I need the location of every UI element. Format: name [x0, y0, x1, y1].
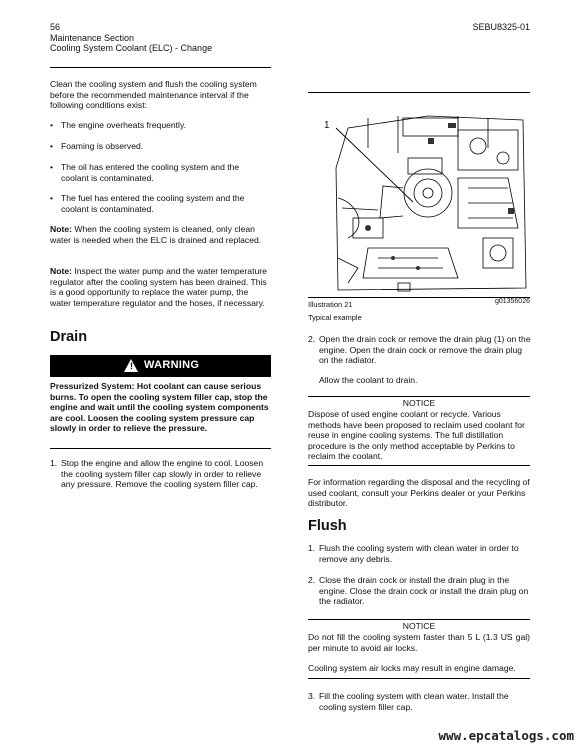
- note-text: Inspect the water pump and the water temperature regulator after the cooling system has been drained. This is a good opportunity to replace the water pump, the water temperature regulator and the hoses, if necessary.: [50, 266, 267, 308]
- warning-banner: [50, 355, 271, 377]
- notice2-top-rule: [308, 619, 530, 620]
- notice1-bottom-rule: [308, 465, 530, 466]
- note-inspect: [50, 266, 270, 308]
- note-cleaning: [50, 224, 270, 245]
- section-title: Maintenance Section: [50, 33, 135, 43]
- drain-heading: Drain: [50, 329, 88, 345]
- notice1-top-rule: [308, 396, 530, 397]
- warning-text: Pressurized System: Hot coolant can cause serious burns. To open the cooling system filler cap, stop the engine and wait until the cooling system components are cool. Loosen the cooling system pressure cap slowly in order to relieve the pressure.: [50, 381, 269, 434]
- step-text: Open the drain cock or remove the drain plug (1) on the engine. Open the drain cock or remove the drain plug on the radiator.: [319, 334, 531, 366]
- right-column-rule: [308, 92, 530, 93]
- list-item-text: The fuel has entered the cooling system and the coolant is contaminated.: [61, 193, 245, 214]
- note-label: Note:: [50, 224, 72, 234]
- page-number: 56: [50, 22, 61, 32]
- step-number: 3.: [308, 691, 316, 701]
- notice2-title: NOTICE: [402, 621, 436, 631]
- flush-heading: Flush: [308, 518, 347, 534]
- step-text: Stop the engine and allow the engine to cool. Loosen the cooling system filler cap slowly in order to relieve any pressure. Remove the cooling system filler cap.: [61, 458, 264, 490]
- engine-drawing: [308, 108, 530, 296]
- notice2-text-2: Cooling system air locks may result in engine damage.: [308, 663, 516, 673]
- notice1-text: Dispose of used engine coolant or recycle. Various methods have been proposed to reclaim used coolant for reuse in engine cooling systems. The full distillation procedure is the only method acceptable by Perkins to reclaim the coolant.: [308, 409, 525, 462]
- bullet: •: [50, 141, 54, 151]
- list-item-text: Foaming is observed.: [61, 141, 144, 151]
- step-text: Fill the cooling system with clean water. Install the cooling system filler cap.: [319, 691, 509, 712]
- bullet: •: [50, 193, 54, 203]
- warning-exclamation: !: [130, 361, 133, 371]
- step-number: 1.: [50, 458, 58, 468]
- list-item-text: The oil has entered the cooling system and the coolant is contaminated.: [61, 162, 240, 183]
- note-label: Note:: [50, 266, 72, 276]
- illustration-caption: Typical example: [308, 313, 362, 322]
- notice2-text: Do not fill the cooling system faster than 5 L (1.3 US gal) per minute to avoid air locks.: [308, 632, 530, 653]
- engine-illustration: [308, 108, 530, 296]
- notice2-bottom-rule: [308, 678, 530, 679]
- note-text: When the cooling system is cleaned, only clean water is needed when the ELC is drained and replaced.: [50, 224, 262, 245]
- step-text: Close the drain cock or install the drain plug in the engine. Close the drain cock or install the drain plug on the radiator.: [319, 575, 529, 607]
- step-text: Flush the cooling system with clean water in order to remove any debris.: [319, 543, 519, 564]
- illustration-label: Illustration 21: [308, 300, 353, 309]
- warning-bottom-rule: [50, 448, 271, 449]
- warning-label: WARNING: [144, 359, 200, 371]
- step-subtext: Allow the coolant to drain.: [319, 375, 418, 385]
- list-item-text: The engine overheats frequently.: [61, 120, 187, 130]
- illustration-id: g01356026: [494, 298, 530, 305]
- intro-paragraph: Clean the cooling system and flush the cooling system before the recommended maintenance interval if the following conditions exist:: [50, 79, 257, 111]
- notice1-title: NOTICE: [402, 398, 436, 408]
- left-column-rule: [50, 67, 271, 68]
- page-subtitle: Cooling System Coolant (ELC) - Change: [50, 43, 213, 53]
- bullet: •: [50, 120, 54, 130]
- step-number: 2.: [308, 334, 316, 344]
- watermark-link[interactable]: www.epcatalogs.com: [438, 728, 574, 743]
- step-number: 1.: [308, 543, 316, 553]
- document-id: SEBU8325-01: [472, 22, 530, 32]
- step-number: 2.: [308, 575, 316, 585]
- callout-number: 1: [324, 120, 330, 131]
- bullet: •: [50, 162, 54, 172]
- disposal-info: For information regarding the disposal and the recycling of used coolant, consult your Perkins dealer or your Perkins distributor.: [308, 477, 530, 509]
